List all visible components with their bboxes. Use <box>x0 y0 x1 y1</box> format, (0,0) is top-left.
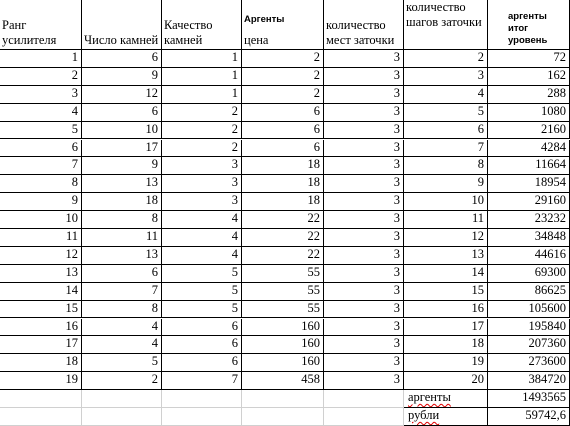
cell-slots[interactable]: 3 <box>324 68 404 86</box>
cell-quality[interactable]: 2 <box>162 104 242 122</box>
cell-stones[interactable]: 6 <box>82 104 162 122</box>
cell-rank[interactable]: 3 <box>0 86 82 104</box>
header-quality[interactable]: Качество камней <box>162 0 242 50</box>
cell-stones[interactable]: 8 <box>82 301 162 319</box>
cell-total[interactable]: 29160 <box>488 193 570 211</box>
cell-quality[interactable]: 6 <box>162 336 242 354</box>
cell-steps[interactable]: 19 <box>404 354 488 372</box>
cell-steps[interactable]: 20 <box>404 372 488 390</box>
cell-total[interactable]: 72 <box>488 50 570 68</box>
summary-value[interactable]: 1493565 <box>488 390 570 408</box>
cell-steps[interactable]: 2 <box>404 50 488 68</box>
cell-slots[interactable]: 3 <box>324 319 404 337</box>
cell-price[interactable]: 2 <box>242 86 324 104</box>
cell-total[interactable]: 384720 <box>488 372 570 390</box>
cell-steps[interactable]: 14 <box>404 265 488 283</box>
cell-quality[interactable]: 1 <box>162 86 242 104</box>
cell-stones[interactable]: 12 <box>82 86 162 104</box>
cell-price[interactable]: 22 <box>242 247 324 265</box>
summary-label[interactable] <box>404 408 488 426</box>
cell-price[interactable]: 22 <box>242 229 324 247</box>
summary-label-text: аргенты <box>408 390 451 405</box>
header-slots[interactable]: количество мест заточки <box>324 0 404 50</box>
cell-price[interactable]: 18 <box>242 193 324 211</box>
cell-quality[interactable]: 1 <box>162 68 242 86</box>
cell-rank[interactable]: 9 <box>0 193 82 211</box>
cell-total[interactable]: 1080 <box>488 104 570 122</box>
cell-slots[interactable]: 3 <box>324 247 404 265</box>
cell-rank[interactable]: 2 <box>0 68 82 86</box>
header-rank[interactable]: Ранг усилителя <box>0 0 82 50</box>
empty-cell[interactable] <box>324 408 404 426</box>
cell-rank[interactable]: 16 <box>0 319 82 337</box>
empty-cell[interactable] <box>162 390 242 408</box>
cell-rank[interactable]: 15 <box>0 301 82 319</box>
cell-total[interactable]: 2160 <box>488 122 570 140</box>
cell-rank[interactable]: 13 <box>0 265 82 283</box>
cell-rank[interactable]: 12 <box>0 247 82 265</box>
cell-slots[interactable]: 3 <box>324 140 404 158</box>
cell-quality[interactable]: 4 <box>162 247 242 265</box>
cell-steps[interactable]: 6 <box>404 122 488 140</box>
cell-price[interactable]: 2 <box>242 50 324 68</box>
summary-value[interactable]: 59742,6 <box>488 408 570 426</box>
cell-price[interactable]: 55 <box>242 265 324 283</box>
cell-steps[interactable]: 5 <box>404 104 488 122</box>
cell-slots[interactable]: 3 <box>324 86 404 104</box>
cell-steps[interactable]: 12 <box>404 229 488 247</box>
header-stones[interactable]: Число камней <box>82 0 162 50</box>
cell-price[interactable]: 160 <box>242 336 324 354</box>
cell-total[interactable]: 18954 <box>488 175 570 193</box>
cell-slots[interactable]: 3 <box>324 122 404 140</box>
cell-quality[interactable]: 2 <box>162 140 242 158</box>
cell-steps[interactable]: 9 <box>404 175 488 193</box>
cell-price[interactable]: 458 <box>242 372 324 390</box>
cell-slots[interactable]: 3 <box>324 283 404 301</box>
cell-rank[interactable]: 11 <box>0 229 82 247</box>
cell-quality[interactable]: 2 <box>162 122 242 140</box>
empty-cell[interactable] <box>0 390 82 408</box>
cell-rank[interactable]: 18 <box>0 354 82 372</box>
cell-slots[interactable]: 3 <box>324 157 404 175</box>
cell-slots[interactable]: 3 <box>324 50 404 68</box>
cell-price[interactable]: 18 <box>242 157 324 175</box>
header-argents-price[interactable] <box>242 0 324 50</box>
cell-price[interactable]: 6 <box>242 122 324 140</box>
cell-rank[interactable]: 5 <box>0 122 82 140</box>
cell-stones[interactable]: 9 <box>82 68 162 86</box>
cell-slots[interactable]: 3 <box>324 372 404 390</box>
cell-slots[interactable]: 3 <box>324 336 404 354</box>
cell-stones[interactable]: 6 <box>82 50 162 68</box>
cell-price[interactable]: 160 <box>242 354 324 372</box>
cell-stones[interactable]: 7 <box>82 283 162 301</box>
header-argents-price-sub: цена <box>244 33 269 47</box>
empty-cell[interactable] <box>162 408 242 426</box>
cell-total[interactable]: 34848 <box>488 229 570 247</box>
summary-label[interactable] <box>404 390 488 408</box>
cell-price[interactable]: 2 <box>242 68 324 86</box>
cell-steps[interactable]: 17 <box>404 319 488 337</box>
cell-steps[interactable]: 8 <box>404 157 488 175</box>
cell-rank[interactable]: 8 <box>0 175 82 193</box>
header-argents-price-title: Аргенты <box>244 14 285 25</box>
cell-quality[interactable]: 3 <box>162 193 242 211</box>
cell-slots[interactable]: 3 <box>324 104 404 122</box>
header-steps[interactable]: количество шагов заточки <box>404 0 488 50</box>
cell-stones[interactable]: 8 <box>82 211 162 229</box>
cell-stones[interactable]: 4 <box>82 336 162 354</box>
cell-stones[interactable]: 13 <box>82 175 162 193</box>
cell-quality[interactable]: 5 <box>162 301 242 319</box>
cell-rank[interactable]: 14 <box>0 283 82 301</box>
cell-stones[interactable]: 13 <box>82 247 162 265</box>
cell-steps[interactable]: 16 <box>404 301 488 319</box>
cell-total[interactable]: 273600 <box>488 354 570 372</box>
cell-stones[interactable]: 6 <box>82 265 162 283</box>
cell-rank[interactable]: 10 <box>0 211 82 229</box>
cell-steps[interactable]: 18 <box>404 336 488 354</box>
cell-stones[interactable]: 2 <box>82 372 162 390</box>
cell-steps[interactable]: 13 <box>404 247 488 265</box>
cell-total[interactable]: 86625 <box>488 283 570 301</box>
cell-rank[interactable]: 1 <box>0 50 82 68</box>
cell-rank[interactable]: 7 <box>0 157 82 175</box>
cell-slots[interactable]: 3 <box>324 193 404 211</box>
cell-price[interactable]: 55 <box>242 301 324 319</box>
cell-total[interactable]: 69300 <box>488 265 570 283</box>
cell-rank[interactable]: 17 <box>0 336 82 354</box>
cell-price[interactable]: 6 <box>242 104 324 122</box>
cell-rank[interactable]: 6 <box>0 140 82 158</box>
summary-label-text: рубли <box>408 408 440 422</box>
empty-cell[interactable] <box>0 408 82 426</box>
empty-cell[interactable] <box>242 390 324 408</box>
cell-slots[interactable]: 3 <box>324 175 404 193</box>
header-total[interactable]: аргенты итог уровень <box>488 0 570 50</box>
cell-slots[interactable]: 3 <box>324 229 404 247</box>
cell-steps[interactable]: 10 <box>404 193 488 211</box>
cell-quality[interactable]: 6 <box>162 354 242 372</box>
empty-cell[interactable] <box>82 408 162 426</box>
cell-quality[interactable]: 5 <box>162 283 242 301</box>
cell-total[interactable]: 195840 <box>488 319 570 337</box>
cell-total[interactable]: 23232 <box>488 211 570 229</box>
cell-steps[interactable]: 7 <box>404 140 488 158</box>
cell-quality[interactable]: 3 <box>162 175 242 193</box>
cell-steps[interactable]: 3 <box>404 68 488 86</box>
empty-cell[interactable] <box>242 408 324 426</box>
cell-quality[interactable]: 1 <box>162 50 242 68</box>
cell-price[interactable]: 22 <box>242 211 324 229</box>
cell-quality[interactable]: 3 <box>162 157 242 175</box>
cell-stones[interactable]: 9 <box>82 157 162 175</box>
cell-stones[interactable]: 11 <box>82 229 162 247</box>
cell-total[interactable]: 4284 <box>488 140 570 158</box>
cell-stones[interactable]: 4 <box>82 319 162 337</box>
cell-slots[interactable]: 3 <box>324 301 404 319</box>
cell-total[interactable]: 207360 <box>488 336 570 354</box>
cell-total[interactable]: 288 <box>488 86 570 104</box>
cell-stones[interactable]: 18 <box>82 193 162 211</box>
cell-quality[interactable]: 4 <box>162 229 242 247</box>
cell-price[interactable]: 55 <box>242 283 324 301</box>
cell-quality[interactable]: 6 <box>162 319 242 337</box>
cell-price[interactable]: 160 <box>242 319 324 337</box>
cell-rank[interactable]: 4 <box>0 104 82 122</box>
cell-steps[interactable]: 11 <box>404 211 488 229</box>
empty-cell[interactable] <box>324 390 404 408</box>
cell-slots[interactable]: 3 <box>324 211 404 229</box>
cell-total[interactable]: 11664 <box>488 157 570 175</box>
cell-quality[interactable]: 7 <box>162 372 242 390</box>
cell-quality[interactable]: 4 <box>162 211 242 229</box>
cell-total[interactable]: 105600 <box>488 301 570 319</box>
cell-price[interactable]: 18 <box>242 175 324 193</box>
cell-quality[interactable]: 5 <box>162 265 242 283</box>
cell-rank[interactable]: 19 <box>0 372 82 390</box>
cell-stones[interactable]: 17 <box>82 140 162 158</box>
cell-slots[interactable]: 3 <box>324 354 404 372</box>
cell-total[interactable]: 162 <box>488 68 570 86</box>
cell-stones[interactable]: 10 <box>82 122 162 140</box>
cell-total[interactable]: 44616 <box>488 247 570 265</box>
cell-steps[interactable]: 15 <box>404 283 488 301</box>
cell-steps[interactable]: 4 <box>404 86 488 104</box>
empty-cell[interactable] <box>82 390 162 408</box>
cell-stones[interactable]: 5 <box>82 354 162 372</box>
cell-price[interactable]: 6 <box>242 140 324 158</box>
cell-slots[interactable]: 3 <box>324 265 404 283</box>
